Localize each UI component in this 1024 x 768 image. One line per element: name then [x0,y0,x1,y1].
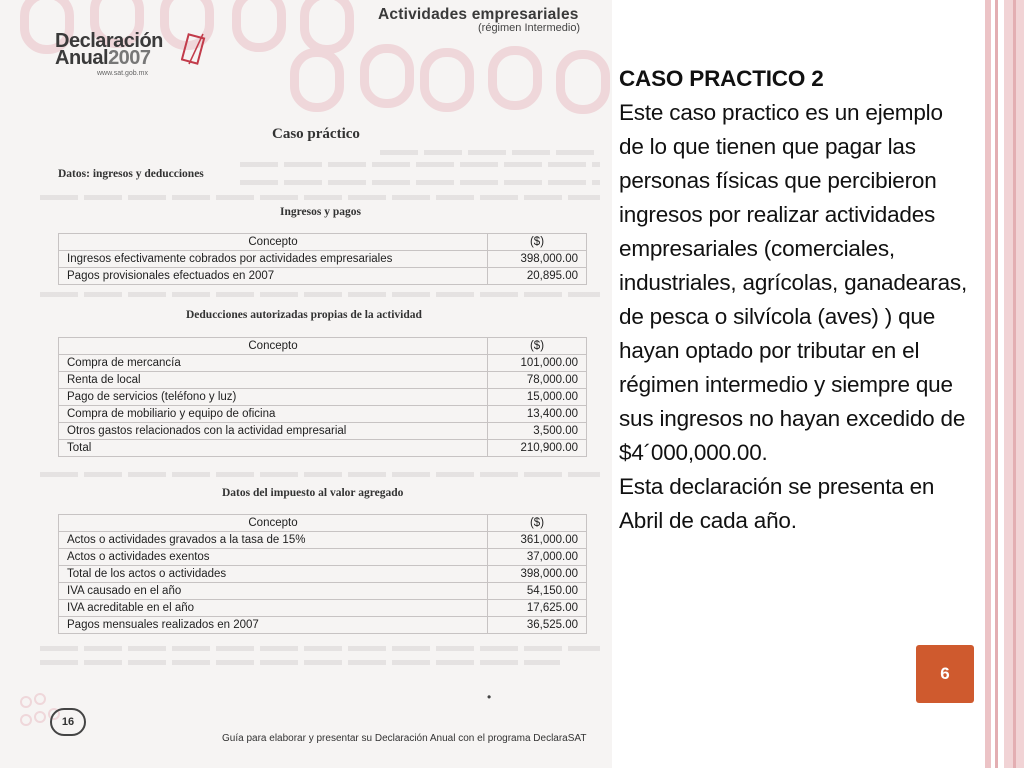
cell-monto: 37,000.00 [488,549,587,566]
ring-decoration [556,50,610,114]
slide-text-block [619,62,969,538]
cell-concepto: Ingresos efectivamente cobrados por actividades empresariales [59,251,488,268]
table-row [59,617,587,634]
cell-monto: 361,000.00 [488,532,587,549]
table3-title: Datos del impuesto al valor agregado [222,487,404,499]
col-concepto: Concepto [59,338,488,355]
ring-decoration [420,48,474,112]
table-header-row [59,234,587,251]
cell-concepto: Total de los actos o actividades [59,566,488,583]
faded-text-line [240,162,600,167]
declaracion-anual-logo [55,30,215,80]
cell-monto: 78,000.00 [488,372,587,389]
table-row [59,549,587,566]
cell-monto: 13,400.00 [488,406,587,423]
ring-decoration [232,0,286,52]
logo-line1: Declaración [55,30,163,52]
border-stripe-1 [985,0,991,768]
col-concepto: Concepto [59,234,488,251]
cell-monto: 20,895.00 [488,268,587,285]
table-row [59,372,587,389]
table-row [59,389,587,406]
faded-text-line [40,472,600,477]
faded-text-line [40,660,560,665]
cell-monto: 210,900.00 [488,440,587,457]
cell-concepto: Pagos mensuales realizados en 2007 [59,617,488,634]
logo-line2 [55,47,151,70]
cell-concepto: IVA causado en el año [59,583,488,600]
document-pen-icon [181,32,207,68]
cell-concepto: Pagos provisionales efectuados en 2007 [59,268,488,285]
faded-text-line [40,195,600,200]
document-heading: Caso práctico [272,126,360,142]
cell-concepto: Actos o actividades gravados a la tasa de 15% [59,532,488,549]
col-monto: ($) [488,234,587,251]
cell-monto: 3,500.00 [488,423,587,440]
cell-concepto: Compra de mercancía [59,355,488,372]
ring-decoration [488,46,542,110]
col-monto: ($) [488,338,587,355]
slide-number-badge: 6 [916,645,974,703]
cell-concepto: Otros gastos relacionados con la actividad empresarial [59,423,488,440]
iva-table [58,514,587,634]
faded-text-line [40,292,600,297]
circle-decoration [20,696,32,708]
table-row [59,406,587,423]
cell-monto: 17,625.00 [488,600,587,617]
page-number-badge: 16 [50,708,86,736]
table-row [59,566,587,583]
ingresos-table [58,233,587,285]
circle-decoration [20,714,32,726]
faded-text-line [240,180,600,185]
cell-concepto: IVA acreditable en el año [59,600,488,617]
circle-decoration [34,711,46,723]
col-concepto: Concepto [59,515,488,532]
header-title: Actividades empresariales [378,6,579,23]
stray-dot: • [487,690,492,704]
ring-decoration [300,0,354,54]
faded-text-line [40,646,600,651]
cell-monto: 15,000.00 [488,389,587,406]
table-row [59,532,587,549]
logo-year: 2007 [108,47,151,69]
cell-monto: 101,000.00 [488,355,587,372]
cell-concepto: Pago de servicios (teléfono y luz) [59,389,488,406]
cell-monto: 398,000.00 [488,251,587,268]
cell-monto: 398,000.00 [488,566,587,583]
cell-concepto: Compra de mobiliario y equipo de oficina [59,406,488,423]
logo-url: www.sat.gob.mx [97,70,148,77]
table-row [59,600,587,617]
header-subtitle: (régimen Intermedio) [478,22,581,34]
table-row [59,355,587,372]
slide-body: Este caso practico es un ejemplo de lo que tienen que pagar las personas físicas que percibieron ingresos por realizar actividades empresariales (comerciales, industriales, agrícolas, ganadearas, de pesca o silvícola (aves) ) que hayan optado por tributar en el régimen intermedio y siempre que sus ingresos no hayan excedido de $4´000,000.00. [619,100,968,465]
logo-anual: Anual [55,47,109,69]
table-row [59,440,587,457]
table-row [59,251,587,268]
ring-decoration [290,48,344,112]
slide-body-2: Esta declaración se presenta en Abril de cada año. [619,474,935,533]
border-stripe-2 [995,0,998,768]
table-header-row [59,338,587,355]
deducciones-table [58,337,587,457]
circle-decoration [34,693,46,705]
cell-concepto: Renta de local [59,372,488,389]
faded-text-line [380,150,600,155]
table1-title: Ingresos y pagos [280,206,361,218]
col-monto: ($) [488,515,587,532]
table-header-row [59,515,587,532]
table-row [59,583,587,600]
cell-concepto: Actos o actividades exentos [59,549,488,566]
datos-label: Datos: ingresos y deducciones [58,168,204,180]
table-row [59,268,587,285]
table2-title: Deducciones autorizadas propias de la actividad [186,309,422,321]
cell-concepto: Total [59,440,488,457]
border-stripe-4 [1013,0,1016,768]
cell-monto: 54,150.00 [488,583,587,600]
slide-heading: CASO PRACTICO 2 [619,66,824,91]
ring-decoration [360,44,414,108]
table-row [59,423,587,440]
cell-monto: 36,525.00 [488,617,587,634]
document-footer: Guía para elaborar y presentar su Declaración Anual con el programa DeclaraSAT [222,733,587,744]
